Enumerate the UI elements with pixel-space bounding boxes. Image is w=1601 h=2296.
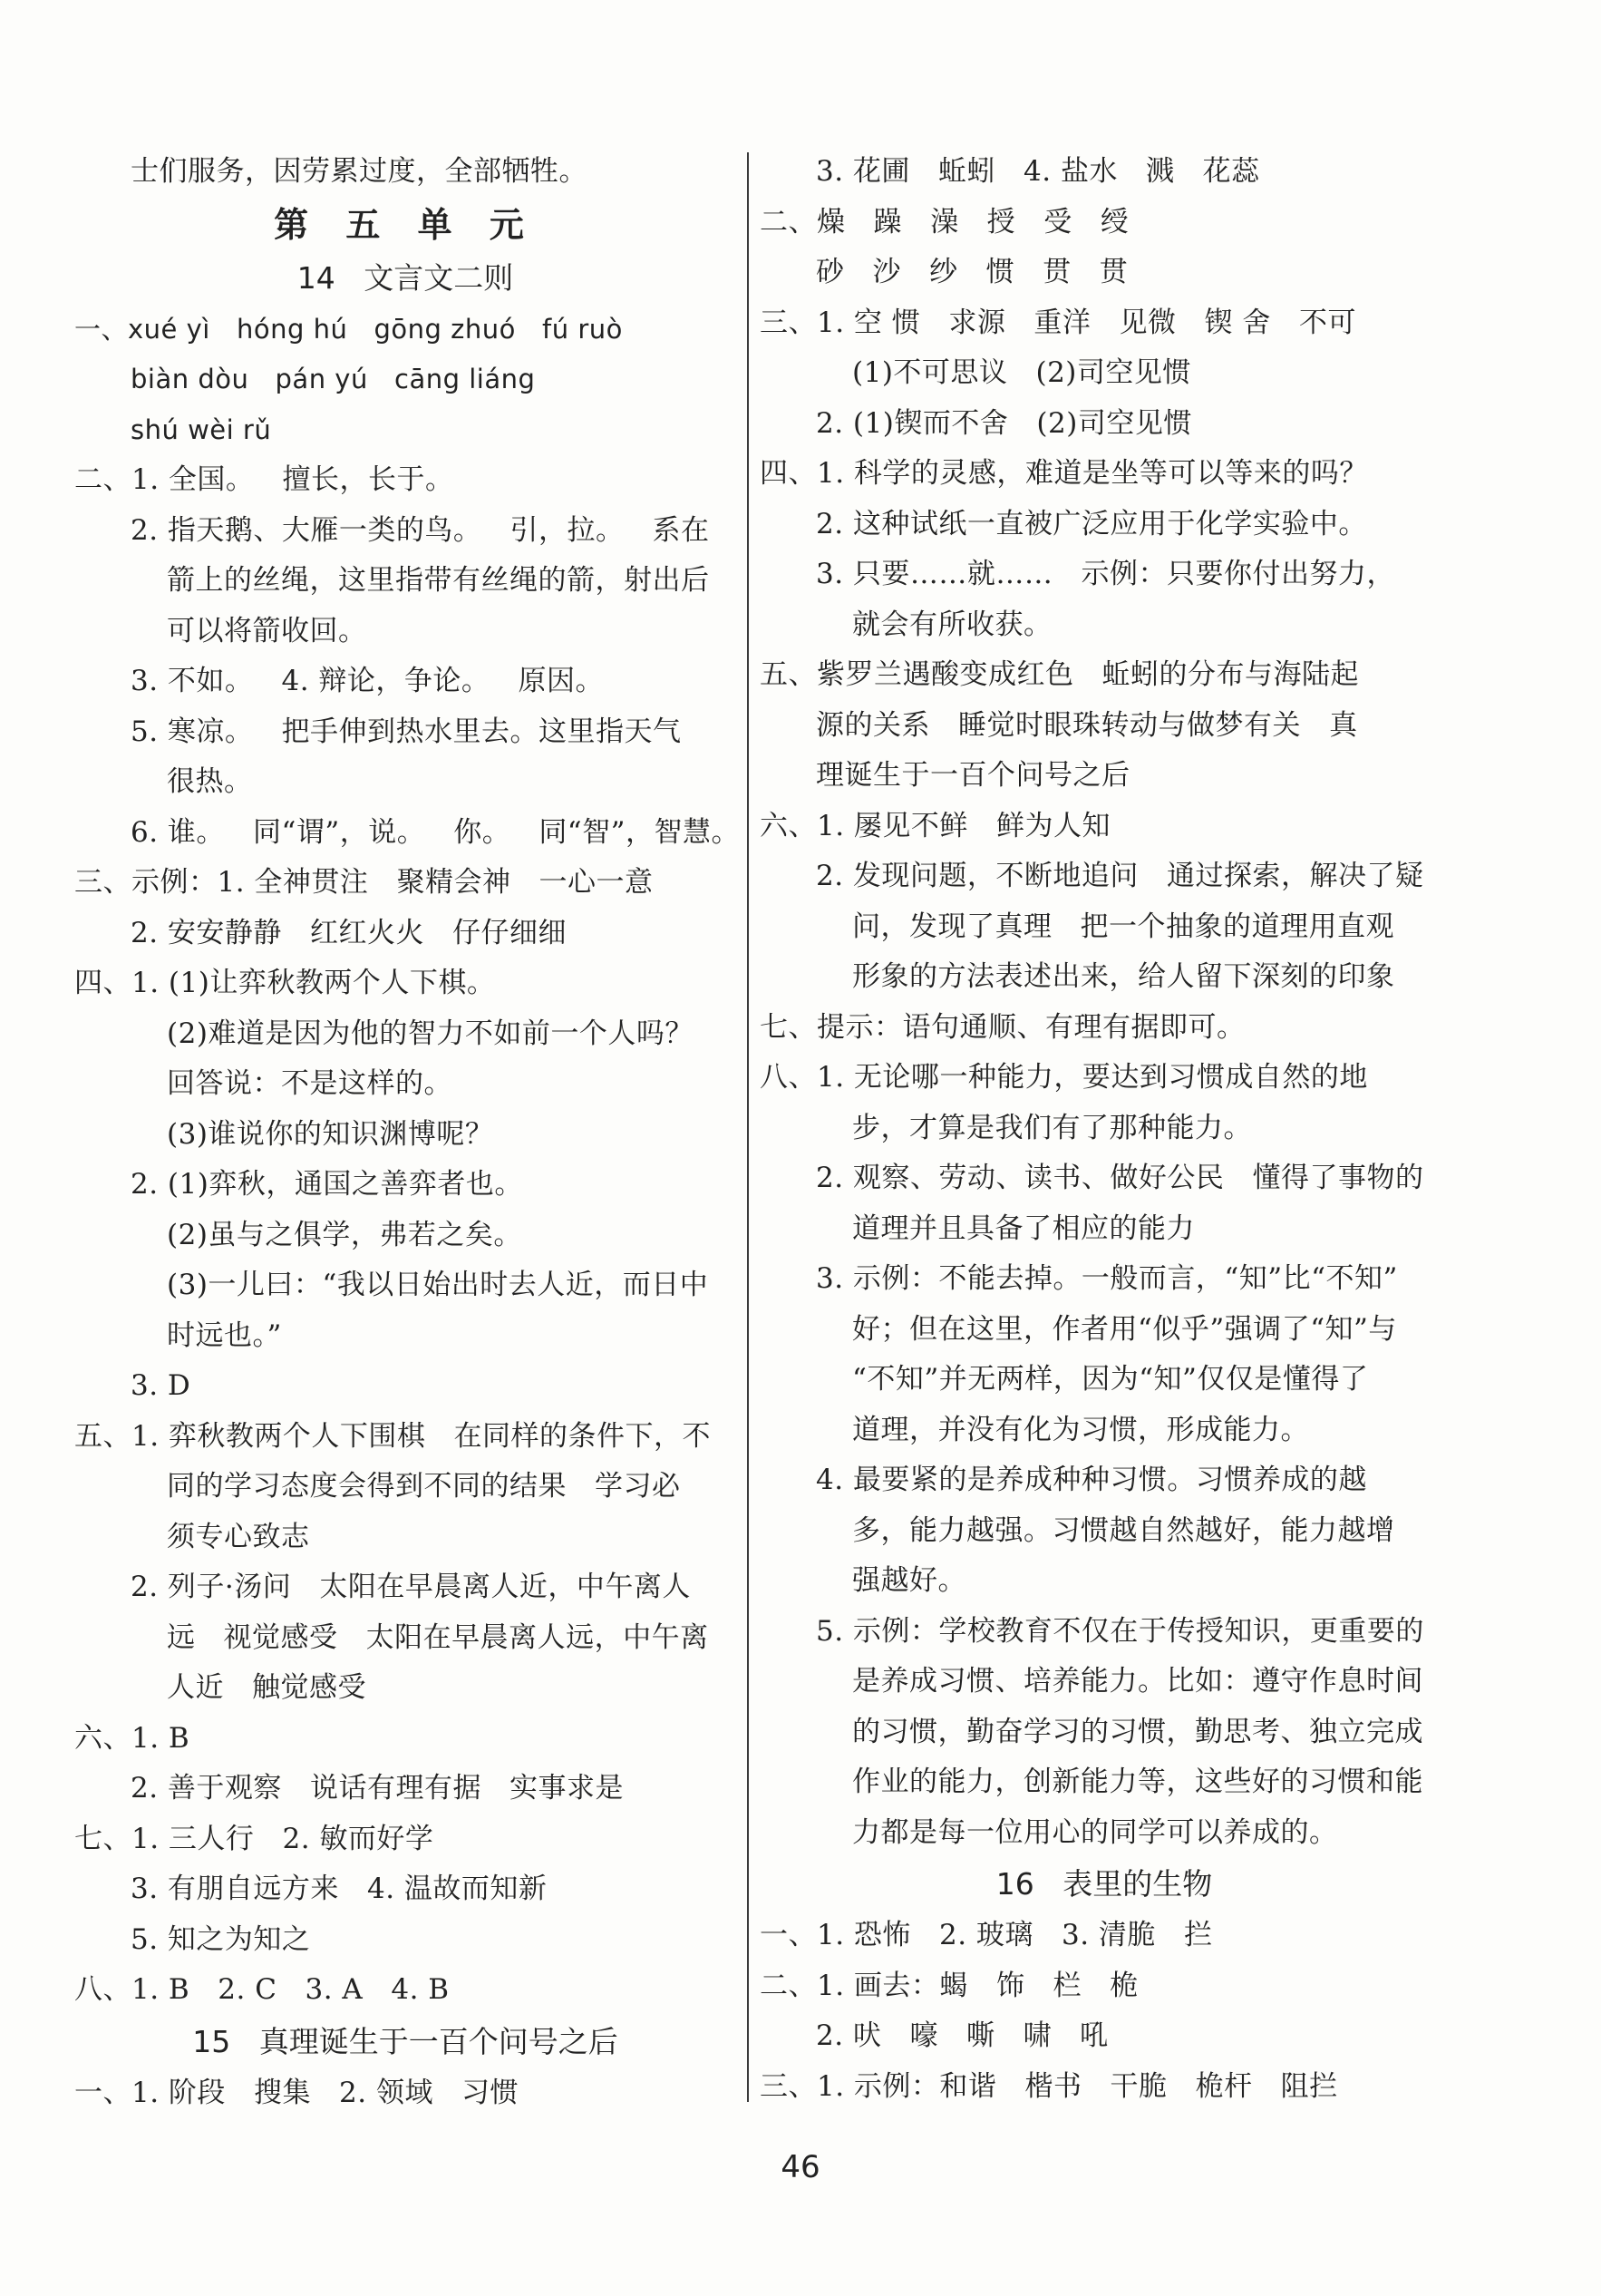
answer-line: 箭上的丝绳，这里指带有丝绳的箭，射出后 xyxy=(167,564,710,597)
answer-line: 八、1. B 2. C 3. A 4. B xyxy=(74,1973,450,2006)
answer-line: 二、1. 全国。 擅长，长于。 xyxy=(74,463,454,496)
answer-line: 好；但在这里，作者用“似乎”强调了“知”与 xyxy=(852,1312,1397,1346)
answer-line: 三、示例：1. 全神贯注 聚精会神 一心一意 xyxy=(74,866,654,899)
lesson-heading: 14 文言文二则 xyxy=(296,259,514,296)
answer-line: 六、1. 屡见不鲜 鲜为人知 xyxy=(760,809,1111,842)
answer-line: 道理并且具备了相应的能力 xyxy=(852,1211,1195,1245)
answer-line: 3. 有朋自远方来 4. 温故而知新 xyxy=(131,1873,548,1905)
answer-line: 须专心致志 xyxy=(167,1520,310,1553)
answer-line: 理诞生于一百个问号之后 xyxy=(816,759,1130,792)
answer-line: (1)不可思议 (2)司空见惯 xyxy=(852,356,1191,389)
answer-line: (3)谁说你的知识渊博呢？ xyxy=(167,1117,494,1151)
answer-line: 4. 最要紧的是养成种种习惯。习惯养成的越 xyxy=(816,1464,1367,1496)
answer-line: 可以将箭收回。 xyxy=(167,614,367,647)
answer-line: 源的关系 睡觉时眼珠转动与做梦有关 真 xyxy=(816,708,1358,742)
pinyin-line: 一、xué yì hóng hú gōng zhuó fú ruò xyxy=(74,313,623,345)
answer-line: 远 视觉感受 太阳在早晨离人远，中午离 xyxy=(167,1620,709,1654)
answer-line: 很热。 xyxy=(167,765,253,798)
answer-line: 一、1. 阶段 搜集 2. 领域 习惯 xyxy=(74,2076,519,2109)
answer-line: 四、1. 科学的灵感，难道是坐等可以等来的吗？ xyxy=(760,457,1368,490)
answer-line: 问，发现了真理 把一个抽象的道理用直观 xyxy=(852,910,1395,943)
answer-line: 3. 只要……就…… 示例：只要你付出努力， xyxy=(816,558,1395,590)
lesson-heading: 16 表里的生物 xyxy=(995,1866,1213,1902)
answer-line: 士们服务，因劳累过度，全部牺牲。 xyxy=(131,155,587,188)
answer-line: 八、1. 无论哪一种能力，要达到习惯成自然的地 xyxy=(760,1061,1368,1094)
answer-line: 5. 寒凉。 把手伸到热水里去。这里指天气 xyxy=(131,715,682,748)
answer-line: 3. 示例：不能去掉。一般而言，“知”比“不知” xyxy=(816,1262,1398,1295)
answer-line: (2)虽与之俱学，弗若之矣。 xyxy=(167,1218,522,1251)
answer-line: 七、1. 三人行 2. 敏而好学 xyxy=(74,1822,434,1855)
right-column xyxy=(760,147,1449,2112)
answer-line: 道理，并没有化为习惯，形成能力。 xyxy=(852,1413,1309,1446)
answer-line: 时远也。” xyxy=(167,1318,282,1352)
answer-line: 2. 指天鹅、大雁一类的鸟。 引，拉。 系在 xyxy=(131,513,710,547)
answer-line: 形象的方法表述出来，给人留下深刻的印象 xyxy=(852,960,1395,993)
answer-line: 5. 示例：学校教育不仅在于传授知识，更重要的 xyxy=(816,1614,1424,1648)
answer-line: 3. 花圃 蚯蚓 4. 盐水 溅 花蕊 xyxy=(816,155,1260,188)
answer-line: 三、1. 空 惯 求源 重洋 见微 锲 舍 不可 xyxy=(760,306,1356,339)
answer-line: 2. 安安静静 红红火火 仔仔细细 xyxy=(131,916,568,949)
answer-line: “不知”并无两样，因为“知”仅仅是懂得了 xyxy=(852,1363,1369,1396)
answer-line: 2. 观察、劳动、读书、做好公民 懂得了事物的 xyxy=(816,1162,1424,1194)
answer-line: 七、提示：语句通顺、有理有据即可。 xyxy=(760,1010,1246,1044)
answer-line: 就会有所收获。 xyxy=(852,608,1053,641)
answer-line: 是养成习惯、培养能力。比如：遵守作息时间 xyxy=(852,1665,1423,1698)
answer-line: 作业的能力，创新能力等，这些好的习惯和能 xyxy=(852,1766,1423,1798)
answer-line: 2. (1)弈秋，通国之善弈者也。 xyxy=(131,1168,523,1201)
answer-line: 3. D xyxy=(131,1369,191,1402)
answer-line: 二、燥 躁 澡 授 受 绶 xyxy=(760,205,1130,238)
unit-heading: 第 五 单 元 xyxy=(274,204,537,245)
answer-line: 力都是每一位用心的同学可以养成的。 xyxy=(852,1815,1338,1849)
answer-line: 多，能力越强。习惯越自然越好，能力越增 xyxy=(852,1513,1395,1547)
left-column xyxy=(74,147,741,2118)
answer-line: 2. 善于观察 说话有理有据 实事求是 xyxy=(131,1772,625,1805)
pinyin-line: biàn dòu pán yú cāng liáng xyxy=(131,364,536,394)
answer-line: 2. 这种试纸一直被广泛应用于化学实验中。 xyxy=(816,507,1367,540)
answer-line: 2. 列子·汤问 太阳在早晨离人近，中午离人 xyxy=(131,1571,691,1603)
answer-line: 五、1. 弈秋教两个人下围棋 在同样的条件下，不 xyxy=(74,1419,711,1453)
answer-line: 6. 谁。 同“谓”，说。 你。 同“智”，智慧。 xyxy=(131,815,741,849)
answer-line: 步，才算是我们有了那种能力。 xyxy=(852,1111,1252,1144)
answer-line: 强越好。 xyxy=(852,1564,966,1597)
answer-line: 二、1. 画去：蝎 饰 栏 桅 xyxy=(760,1969,1139,2002)
answer-line: 3. 不如。 4. 辩论，争论。 原因。 xyxy=(131,665,604,697)
answer-line: 2. (1)锲而不舍 (2)司空见惯 xyxy=(816,406,1192,440)
page-number: 46 xyxy=(781,2149,820,2185)
answer-line: 2. 吠 嚎 嘶 啸 吼 xyxy=(816,2019,1109,2052)
answer-line: 三、1. 示例：和谐 楷书 干脆 桅杆 阻拦 xyxy=(760,2069,1338,2103)
column-divider xyxy=(747,152,749,2102)
answer-line: 2. 发现问题，不断地追问 通过探索，解决了疑 xyxy=(816,860,1424,892)
answer-line: 同的学习态度会得到不同的结果 学习必 xyxy=(167,1470,681,1503)
answer-line: 五、紫罗兰遇酸变成红色 蚯蚓的分布与海陆起 xyxy=(760,658,1360,691)
answer-line: 的习惯，勤奋学习的习惯，勤思考、独立完成 xyxy=(852,1715,1423,1748)
answer-line: 六、1. B xyxy=(74,1721,190,1755)
answer-line: 5. 知之为知之 xyxy=(131,1922,311,1956)
answer-line: (2)难道是因为他的智力不如前一个人吗？ xyxy=(167,1017,694,1050)
lesson-heading: 15 真理诞生于一百个问号之后 xyxy=(192,2023,618,2059)
answer-line: 砂 沙 纱 惯 贯 贯 xyxy=(816,256,1129,288)
answer-line: 人近 触觉感受 xyxy=(167,1671,367,1704)
answer-line: (3)一儿曰：“我以日始出时去人近，而日中 xyxy=(167,1269,709,1301)
pinyin-line: shú wèi rǔ xyxy=(131,413,272,445)
answer-line: 回答说：不是这样的。 xyxy=(167,1067,452,1100)
answer-line: 四、1. (1)让弈秋教两个人下棋。 xyxy=(74,967,496,999)
answer-line: 一、1. 恐怖 2. 玻璃 3. 清脆 拦 xyxy=(760,1919,1213,1951)
